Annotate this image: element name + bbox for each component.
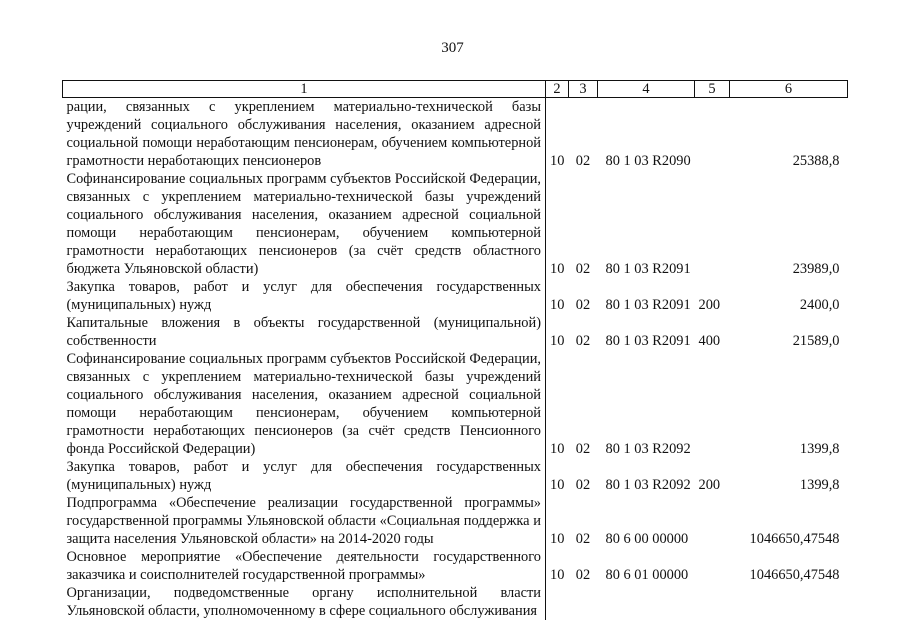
row-subsection: 02 bbox=[575, 531, 591, 547]
row-target-code: 80 1 03 R2090 bbox=[605, 153, 691, 169]
header-col-3: 3 bbox=[569, 81, 598, 98]
row-target-code: 80 1 03 R2091 bbox=[605, 297, 691, 313]
row-expense-type: 200 bbox=[698, 297, 721, 313]
page-number: 307 bbox=[441, 40, 464, 56]
row-target-code: 80 1 03 R2091 bbox=[605, 333, 691, 349]
row-target-code: 80 6 01 00000 bbox=[605, 567, 689, 583]
header-col-2: 2 bbox=[546, 81, 569, 98]
table-row bbox=[63, 98, 848, 171]
header-row bbox=[63, 81, 848, 98]
table-row bbox=[63, 458, 848, 494]
row-description: Подпрограмма «Обеспечение реализации государственной программы» государственной программы Ульяновской области «Социальная поддержка и защита населения Ульяновской области» на 2014-2020 годы bbox=[63, 494, 546, 548]
row-amount: 21589,0 bbox=[792, 333, 840, 349]
row-expense-type bbox=[695, 548, 730, 584]
row-amount: 23989,0 bbox=[792, 261, 840, 277]
row-section: 10 bbox=[550, 567, 565, 583]
row-section: 10 bbox=[550, 261, 565, 277]
row-description: Софинансирование социальных программ субъектов Российской Федерации, связанных с укреплением материально-технической базы учреждений социального обслуживания населения, оказанием адресной социальной помощи неработающим пенсионерам, обучением компьютерной грамотности неработающих пенсионеров (за счёт средств Пенсионного фонда Российской Федерации) bbox=[63, 350, 546, 458]
table-row bbox=[63, 170, 848, 278]
header-col-1: 1 bbox=[63, 81, 546, 98]
row-section: 10 bbox=[550, 333, 565, 349]
row-target-code: 80 6 00 00000 bbox=[605, 531, 689, 547]
row-expense-type bbox=[695, 494, 730, 548]
header-col-5: 5 bbox=[695, 81, 730, 98]
row-subsection: 02 bbox=[575, 333, 591, 349]
row-expense-type bbox=[695, 584, 730, 620]
header-col-4: 4 bbox=[598, 81, 695, 98]
table-row bbox=[63, 548, 848, 584]
row-description: Закупка товаров, работ и услуг для обеспечения государственных (муниципальных) нужд bbox=[63, 458, 546, 494]
row-target-code: 80 1 03 R2091 bbox=[605, 261, 691, 277]
row-subsection: 02 bbox=[575, 261, 591, 277]
row-section bbox=[546, 584, 569, 620]
row-amount: 1046650,47548 bbox=[749, 567, 840, 583]
row-target-code: 80 1 03 R2092 bbox=[605, 441, 691, 457]
table-row bbox=[63, 584, 848, 620]
row-description: Капитальные вложения в объекты государственной (муниципальной) собственности bbox=[63, 314, 546, 350]
row-subsection: 02 bbox=[575, 297, 591, 313]
row-expense-type bbox=[695, 170, 730, 278]
row-subsection: 02 bbox=[575, 441, 591, 457]
row-expense-type bbox=[695, 350, 730, 458]
row-amount: 1046650,47548 bbox=[749, 531, 840, 547]
row-subsection: 02 bbox=[575, 477, 591, 493]
table-row bbox=[63, 494, 848, 548]
row-expense-type: 200 bbox=[698, 477, 721, 493]
table-row bbox=[63, 314, 848, 350]
budget-table bbox=[62, 80, 848, 620]
row-description: рации, связанных с укреплением материально-технической базы учреждений социального обслуживания населения, оказанием адресной социальной помощи неработающим пенсионерам, обучением компьютерной грамотности неработающих пенсионеров bbox=[63, 98, 546, 171]
row-subsection: 02 bbox=[575, 153, 591, 169]
row-description: Закупка товаров, работ и услуг для обеспечения государственных (муниципальных) нужд bbox=[63, 278, 546, 314]
row-subsection: 02 bbox=[575, 567, 591, 583]
row-section: 10 bbox=[550, 531, 565, 547]
row-section: 10 bbox=[550, 153, 565, 169]
row-amount: 2400,0 bbox=[799, 297, 840, 313]
row-target-code bbox=[598, 584, 695, 620]
header-col-6: 6 bbox=[730, 81, 848, 98]
table-row bbox=[63, 350, 848, 458]
row-section: 10 bbox=[550, 441, 565, 457]
row-target-code: 80 1 03 R2092 bbox=[605, 477, 691, 493]
row-description: Организации, подведомственные органу исполнительной власти Ульяновской области, уполномоченному в сфере социального обслуживания bbox=[63, 584, 546, 620]
row-description: Софинансирование социальных программ субъектов Российской Федерации, связанных с укреплением материально-технической базы учреждений социального обслуживания населения, оказанием адресной социальной помощи неработающим пенсионерам, обучением компьютерной грамотности неработающих пенсионеров (за счёт средств областного бюджета Ульяновской области) bbox=[63, 170, 546, 278]
row-expense-type: 400 bbox=[698, 333, 721, 349]
row-expense-type bbox=[695, 98, 730, 171]
row-amount: 1399,8 bbox=[799, 441, 840, 457]
row-amount: 1399,8 bbox=[799, 477, 840, 493]
table-row bbox=[63, 278, 848, 314]
row-section: 10 bbox=[550, 477, 565, 493]
row-subsection bbox=[569, 584, 598, 620]
row-amount bbox=[730, 584, 848, 620]
row-amount: 25388,8 bbox=[792, 153, 840, 169]
row-description: Основное мероприятие «Обеспечение деятельности государственного заказчика и соисполнителей государственной программы» bbox=[63, 548, 546, 584]
row-section: 10 bbox=[550, 297, 565, 313]
